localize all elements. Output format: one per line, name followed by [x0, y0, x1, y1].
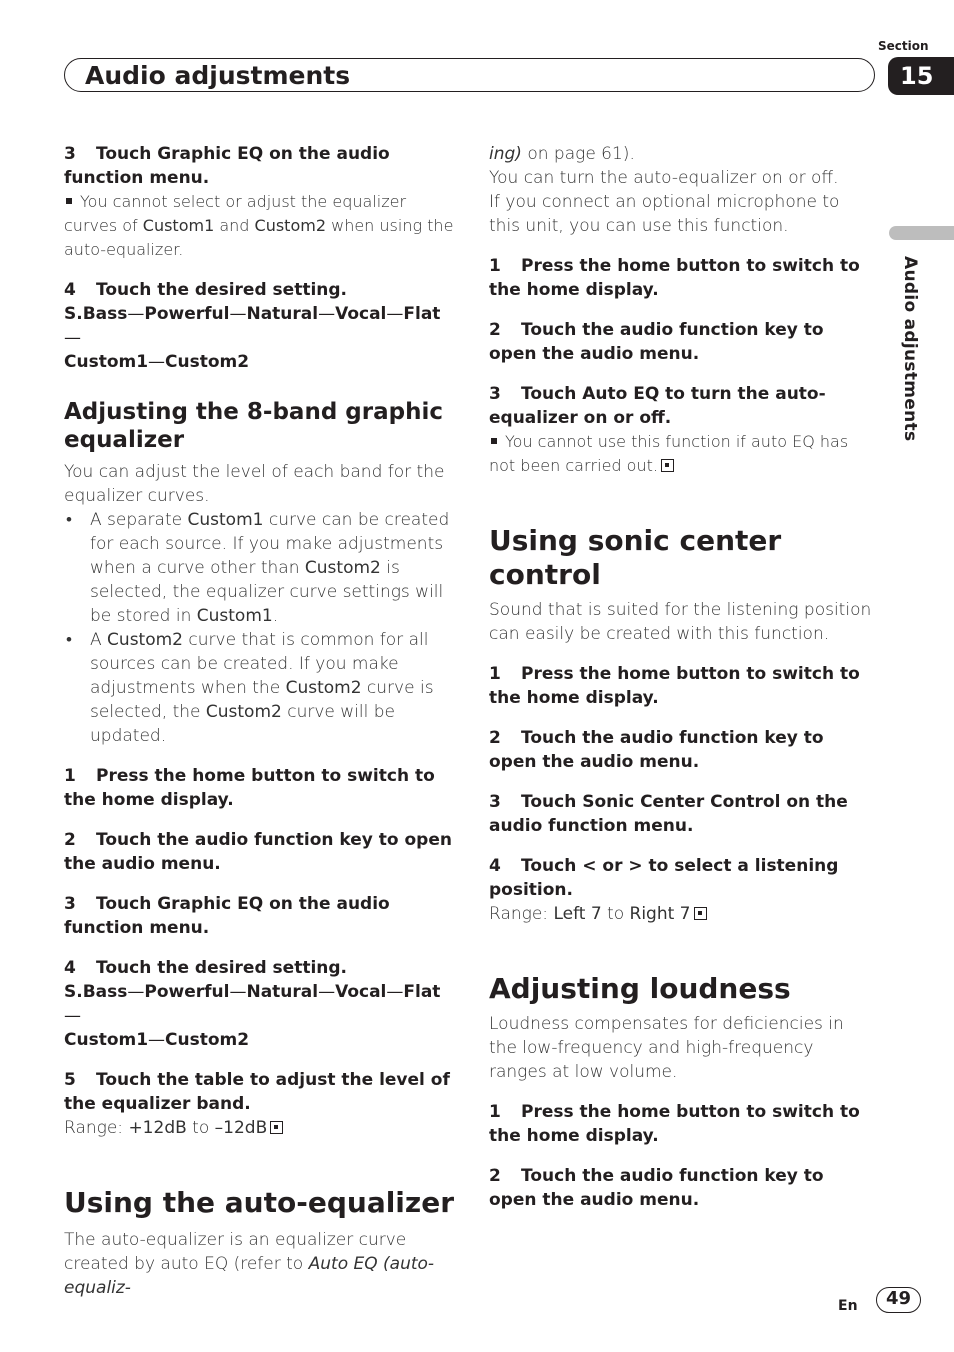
- side-tab-marker: [889, 226, 954, 240]
- paragraph: ing) on page 61).: [489, 144, 635, 164]
- step: 2 Touch the audio function key to open the audio menu.: [489, 1166, 824, 1210]
- bullet-item: • A Custom2 curve that is common for all sources can be created. If you make adjustments when the Custom2 curve is selected, the Custom2 curve will be updated.: [64, 628, 454, 748]
- section-heading: Adjusting the 8-band graphic equalizer: [64, 399, 443, 453]
- note-square-icon: [66, 198, 72, 204]
- end-mark-icon: [694, 907, 707, 920]
- end-mark-icon: [270, 1121, 283, 1134]
- step: 3 Touch Auto EQ to turn the auto-equalizer on or off.: [489, 384, 826, 428]
- settings-list: S.Bass—Powerful—Natural—Vocal—Flat— Custom1—Custom2: [64, 304, 441, 372]
- step: 4 Touch the desired setting.: [64, 958, 347, 978]
- section-label: Section: [878, 39, 929, 53]
- step: 2 Touch the audio function key to open the audio menu.: [489, 320, 824, 364]
- page-title: Audio adjustments: [85, 61, 351, 90]
- step: 1 Press the home button to switch to the home display.: [489, 1102, 860, 1146]
- step: 1 Press the home button to switch to the home display.: [489, 256, 860, 300]
- section-heading: Adjusting loudness: [489, 972, 791, 1005]
- note: You cannot use this function if auto EQ has not been carried out.: [489, 432, 849, 475]
- step: 3 Touch Graphic EQ on the audio function menu.: [64, 144, 390, 188]
- right-column: [489, 142, 874, 1212]
- paragraph: The auto-equalizer is an equalizer curve created by auto EQ (refer to Auto EQ (auto-equaliz-: [64, 1230, 435, 1298]
- paragraph: If you connect an optional microphone to this unit, you can use this function.: [489, 192, 840, 236]
- side-tab-label: Audio adjustments: [900, 256, 920, 442]
- left-arrow-icon: <: [582, 856, 597, 876]
- step: 1 Press the home button to switch to the home display.: [64, 766, 435, 810]
- end-mark-icon: [661, 459, 674, 472]
- range: Range: +12dB to –12dB: [64, 1116, 454, 1140]
- range: Range: Left 7 to Right 7: [489, 902, 874, 926]
- step: 3 Touch Sonic Center Control on the audio function menu.: [489, 792, 848, 836]
- step: 4 Touch the desired setting.: [64, 280, 347, 300]
- right-arrow-icon: >: [628, 856, 643, 876]
- step: 4 Touch < or > to select a listening position.: [489, 856, 839, 900]
- footer-language: En: [838, 1298, 858, 1314]
- section-number: 15: [888, 57, 954, 95]
- note-square-icon: [491, 438, 497, 444]
- step: 2 Touch the audio function key to open the audio menu.: [64, 830, 452, 874]
- paragraph: You can adjust the level of each band for the equalizer curves.: [64, 462, 445, 506]
- paragraph: Sound that is suited for the listening position can easily be created with this function.: [489, 600, 872, 644]
- page-number: 49: [876, 1287, 921, 1313]
- note: You cannot select or adjust the equalizer curves of Custom1 and Custom2 when using the auto-equalizer.: [64, 192, 454, 259]
- step: 2 Touch the audio function key to open the audio menu.: [489, 728, 824, 772]
- bullet-item: • A separate Custom1 curve can be created for each source. If you make adjustments when a curve other than Custom2 is selected, the equalizer curve settings will be stored in Custom1.: [64, 508, 454, 628]
- paragraph: Loudness compensates for deficiencies in the low-frequency and high-frequency ranges at low volume.: [489, 1014, 844, 1082]
- page-header: [64, 58, 875, 92]
- settings-list: S.Bass—Powerful—Natural—Vocal—Flat— Custom1—Custom2: [64, 982, 441, 1050]
- step: 3 Touch Graphic EQ on the audio function menu.: [64, 894, 390, 938]
- section-heading: Using the auto-equalizer: [64, 1186, 455, 1219]
- step: 5 Touch the table to adjust the level of the equalizer band.: [64, 1070, 450, 1114]
- section-heading: Using sonic center control: [489, 524, 782, 591]
- step: 1 Press the home button to switch to the home display.: [489, 664, 860, 708]
- left-column: [64, 142, 454, 1300]
- paragraph: You can turn the auto-equalizer on or off.: [489, 168, 839, 188]
